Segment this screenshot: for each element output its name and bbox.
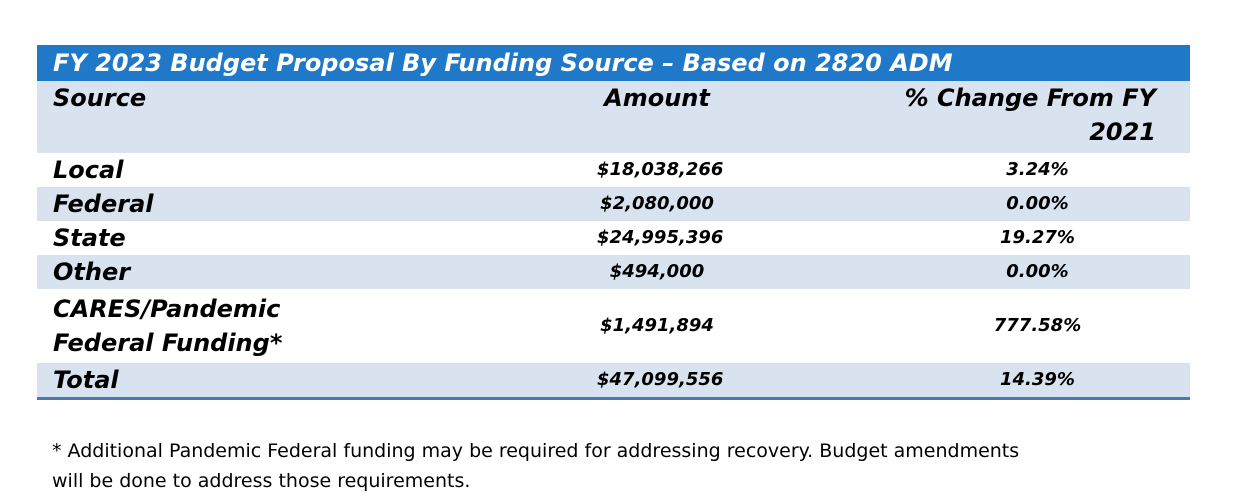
header-source: Source <box>37 81 517 153</box>
footnote <box>52 436 1172 496</box>
cell-amount: $47,099,556 <box>517 363 717 399</box>
cell-source: Federal <box>37 187 517 221</box>
cell-amount: $2,080,000 <box>517 187 717 221</box>
table-row-total <box>37 363 1190 399</box>
cell-source: Total <box>37 363 517 399</box>
header-amount: Amount <box>517 81 717 153</box>
table-row-federal <box>37 187 1190 221</box>
cell-change: 14.39% <box>717 363 1190 399</box>
cell-source <box>37 289 517 363</box>
cell-amount: $18,038,266 <box>597 159 724 180</box>
cell-source: Other <box>37 255 517 289</box>
cell-amount: $1,491,894 <box>600 315 714 336</box>
table-row-local <box>37 153 1190 187</box>
footnote-line2: will be done to address those requirements. <box>52 470 471 492</box>
cell-source: State <box>53 224 126 252</box>
cell-source-line2: Federal Funding* <box>53 329 283 357</box>
table-row-state <box>37 221 1190 255</box>
header-change-line1: % Change From FY <box>904 84 1156 112</box>
footnote-line1: * Additional Pandemic Federal funding may be required for addressing recovery. Budget amendments <box>52 440 1020 462</box>
cell-change: 19.27% <box>1000 227 1075 248</box>
cell-source: Local <box>53 156 124 184</box>
cell-change: 0.00% <box>717 255 1190 289</box>
table-row-cares <box>37 289 1190 363</box>
table-title: FY 2023 Budget Proposal By Funding Source – Based on 2820 ADM <box>37 45 1190 81</box>
cell-change: 0.00% <box>717 187 1190 221</box>
cell-source-line1: CARES/Pandemic <box>53 295 281 323</box>
cell-change: 777.58% <box>993 315 1082 336</box>
table-header-row <box>37 81 1190 153</box>
budget-table-container <box>37 45 1190 400</box>
cell-amount: $494,000 <box>517 255 717 289</box>
header-change <box>717 81 1190 153</box>
cell-amount: $24,995,396 <box>597 227 724 248</box>
cell-change: 3.24% <box>1006 159 1069 180</box>
budget-table <box>37 81 1190 400</box>
table-row-other <box>37 255 1190 289</box>
header-change-line2: 2021 <box>1089 118 1156 146</box>
